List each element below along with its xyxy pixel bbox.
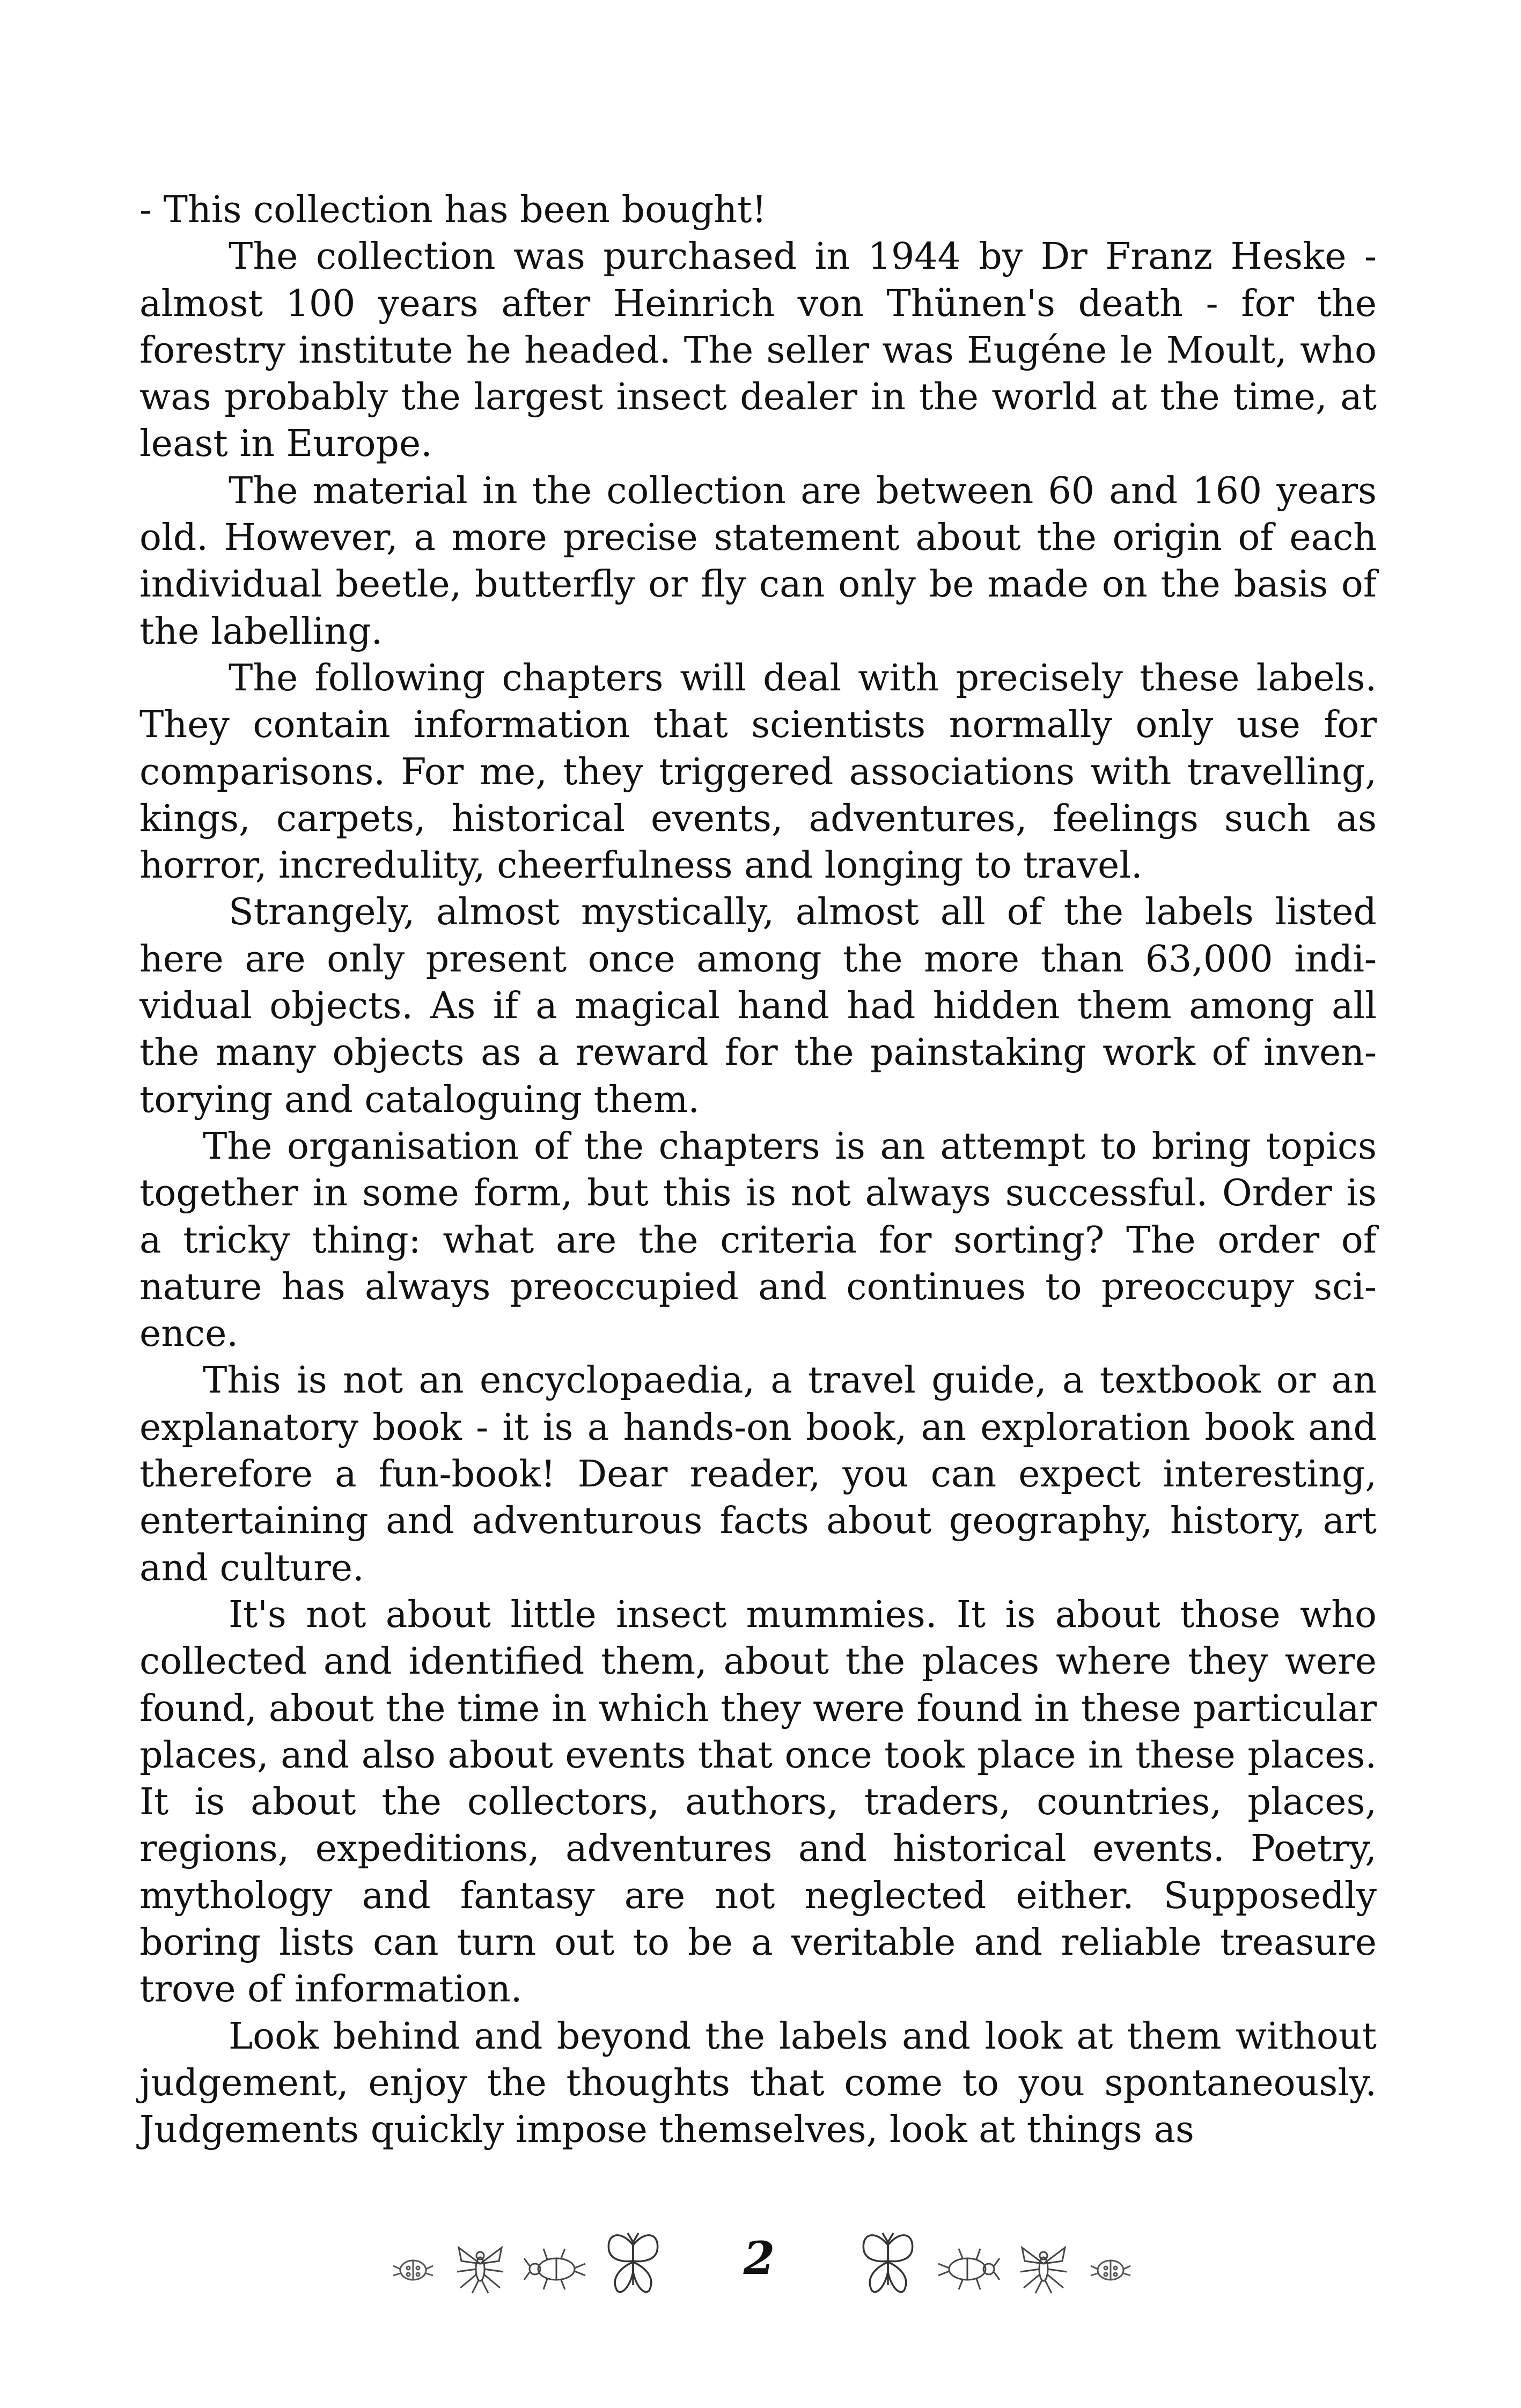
fly-icon: [451, 2240, 510, 2299]
ladybug-icon: [1086, 2253, 1135, 2285]
paragraph: This is not an encyclopaedia, a travel guide, a textbook or an explanatory book - it is a hands-on book, an exploration book and therefore a fun-book! Dear reader, you can expect interesting, entertaining and adventurous facts about geography, history, art and culture.: [139, 1359, 1377, 1589]
paragraph: The following chapters will deal with precisely these labels. They contain information that scientists normally only use for comparisons. For me, they triggered associations with travelling, kings, carpets, historical events, adventures, feelings such as horror, incredulity, cheerfulness and longing to travel.: [139, 657, 1377, 887]
body-text: [139, 187, 1377, 2153]
page-footer: [0, 2226, 1521, 2312]
beetle-icon: [523, 2242, 587, 2296]
paragraph: Look behind and beyond the labels and look at them without judgement, enjoy the thoughts that come to you spontaneously. Judgements quickly impose themselves, look at things as: [139, 2015, 1377, 2152]
ladybug-icon: [389, 2253, 437, 2285]
paragraph: Strangely, almost mystically, almost all of the labels listed here are only present once among the more than 63,000 individual objects. As if a magical hand had hidden them among all the many objects as a reward for the painstaking work of inventorying and cataloguing them.: [139, 891, 1377, 1121]
paragraph: The collection was purchased in 1944 by Dr Franz Heske - almost 100 years after Heinrich von Thünen's death - for the forestry institute he headed. The seller was Eugéne le Moult, who was probably the largest insect dealer in the world at the time, at least in Europe.: [139, 235, 1377, 466]
paragraph: - This collection has been bought!: [139, 189, 767, 231]
fly-icon: [1014, 2240, 1073, 2299]
beetle-icon: [936, 2242, 1001, 2296]
butterfly-icon: [604, 2229, 663, 2299]
paragraph: It's not about little insect mummies. It is about those who collected and identified them, about the places where they were found, about the time in which they were found in these particular places, and also about events that once took place in these places. It is about the collectors, authors, traders, countries, places, regions, expeditions, adventures and historical events. Poetry, mythology and fantasy are not neglected either. Supposedly boring lists can turn out to be a veritable and reliable treasure trove of information.: [139, 1593, 1377, 2011]
page-number: 2: [743, 2232, 775, 2285]
paragraph: The material in the collection are between 60 and 160 years old. However, a more precise statement about the origin of each individual beetle, butterfly or fly can only be made on the basis of the labelling.: [139, 469, 1377, 653]
paragraph: The organisation of the chapters is an attempt to bring topics together in some form, but this is not always successful. Order is a tricky thing: what are the criteria for sorting? The order of nature has always preoccupied and continues to preoccupy science.: [139, 1125, 1377, 1356]
butterfly-icon: [858, 2229, 917, 2299]
